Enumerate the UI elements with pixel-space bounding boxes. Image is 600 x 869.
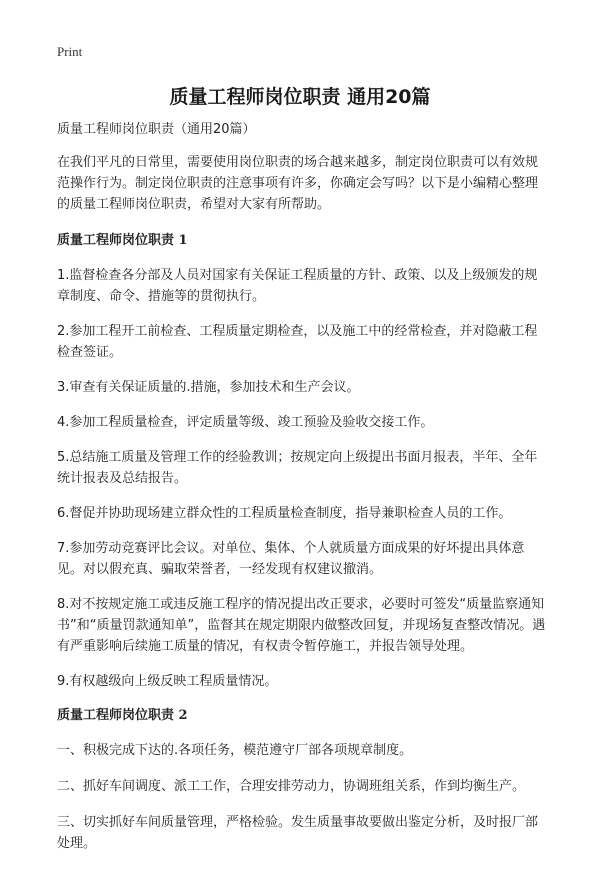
list-item: 三、切实抓好车间质量管理，严格检验。发生质量事故要做出鉴定分析，及时报厂部处理。 <box>57 815 539 851</box>
list-item: 4.参加工程质量检查，评定质量等级、竣工预验及验收交接工作。 <box>57 415 434 430</box>
section-2 <box>57 706 547 854</box>
list-item: 6.督促并协助现场建立群众性的工程质量检查制度，指导兼职检查人员的工作。 <box>57 506 512 521</box>
list-item: 5.总结施工质量及管理工作的经验教训；按规定向上级提出书面月报表，半年、全年统计报表及总结报告。 <box>57 450 538 486</box>
list-item: 一、积极完成下达的.各项任务，模范遵守厂部各项规章制度。 <box>57 743 413 758</box>
list-item: 3.审查有关保证质量的.措施，参加技术和生产会议。 <box>57 380 360 395</box>
section-heading: 质量工程师岗位职责 1 <box>57 233 188 248</box>
section-heading: 质量工程师岗位职责 2 <box>57 708 188 723</box>
list-item: 8.对不按规定施工或违反施工程序的情况提出改正要求，必要时可签发“质量监察通知书”和“质量罚款通知单”，监督其在规定期限内做整改回复，并现场复查整改情况。遇有严重影响后续施工质量的情况，有权责令暂停施工，并报告领导处理。 <box>57 597 546 654</box>
list-item: 1.监督检查各分部及人员对国家有关保证工程质量的方针、政策、以及上级颁发的规章制度、命令、措施等的贯彻执行。 <box>57 268 538 304</box>
section-1 <box>57 231 547 692</box>
document-subtitle: 质量工程师岗位职责（通用20篇） <box>57 122 256 137</box>
list-item: 9.有权越级向上级反映工程质量情况。 <box>57 674 278 689</box>
list-item: 二、抓好车间调度、派工工作，合理安排劳动力，协调班组关系，作到均衡生产。 <box>57 779 526 794</box>
list-item: 7.参加劳动竞赛评比会议。对单位、集体、个人就质量方面成果的好坏提出具体意见。对以假充真、骗取荣誉者，一经发现有权建议撤消。 <box>57 541 525 577</box>
list-item: 2.参加工程开工前检查、工程质量定期检查，以及施工中的经常检查，并对隐蔽工程检查签证。 <box>57 324 538 360</box>
intro-paragraph: 在我们平凡的日常里，需要使用岗位职责的场合越来越多，制定岗位职责可以有效规范操作行为。制定岗位职责的注意事项有许多，你确定会写吗？以下是小编精心整理的质量工程师岗位职责，希望对大家有所帮助。 <box>57 155 539 212</box>
print-label: Print <box>57 44 83 59</box>
document-title: 质量工程师岗位职责 通用20篇 <box>169 86 431 108</box>
document-body <box>57 120 547 869</box>
